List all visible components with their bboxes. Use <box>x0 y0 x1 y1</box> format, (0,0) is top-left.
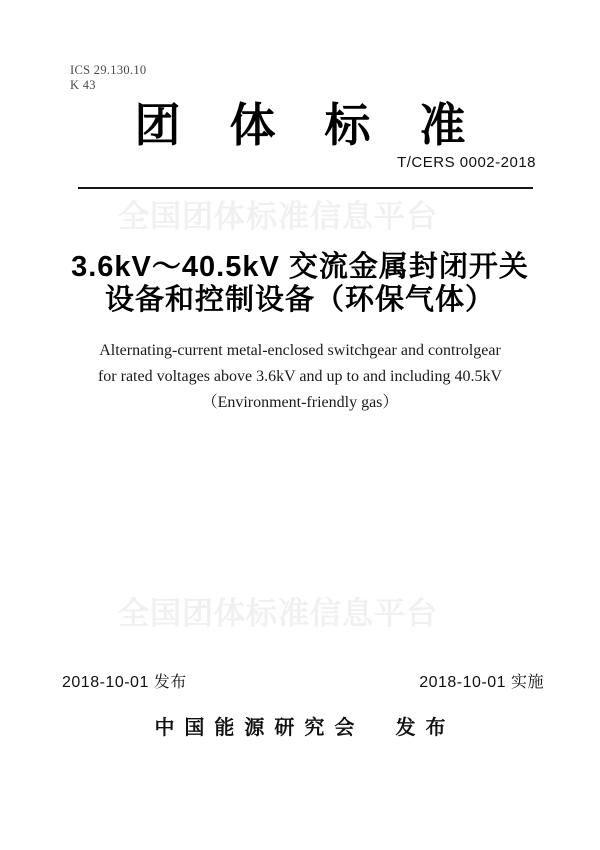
standard-title-en-line2: for rated voltages above 3.6kV and up to and including 40.5kV <box>97 368 503 385</box>
dates-row <box>62 669 544 692</box>
standard-title-en-line3: （Environment-friendly gas） <box>201 394 399 411</box>
publisher-line: 中国能源研究会 发布 <box>154 717 456 739</box>
standard-number: T/CERS 0002-2018 <box>397 154 536 171</box>
ics-block <box>70 63 146 93</box>
implementation-date: 2018-10-01 实施 <box>419 674 544 691</box>
header-rule <box>78 187 533 189</box>
standard-title-zh <box>0 251 600 317</box>
standard-title-zh-line2: 设备和控制设备（环保气体） <box>104 284 495 316</box>
watermark-top: 全国团体标准信息平台 <box>118 199 438 234</box>
issue-date: 2018-10-01 发布 <box>62 674 187 691</box>
standard-title-en-line1: Alternating-current metal-enclosed switchgear and controlgear <box>99 342 501 359</box>
ics-code: ICS 29.130.10 <box>70 63 147 77</box>
doc-type-title: 团体标准 <box>134 99 515 151</box>
standard-title-zh-line1: 3.6kV～40.5kV 交流金属封闭开关 <box>71 251 529 283</box>
ics-class-code: K 43 <box>70 78 96 92</box>
standard-title-en <box>0 338 600 416</box>
watermark-bottom: 全国团体标准信息平台 <box>118 596 438 631</box>
